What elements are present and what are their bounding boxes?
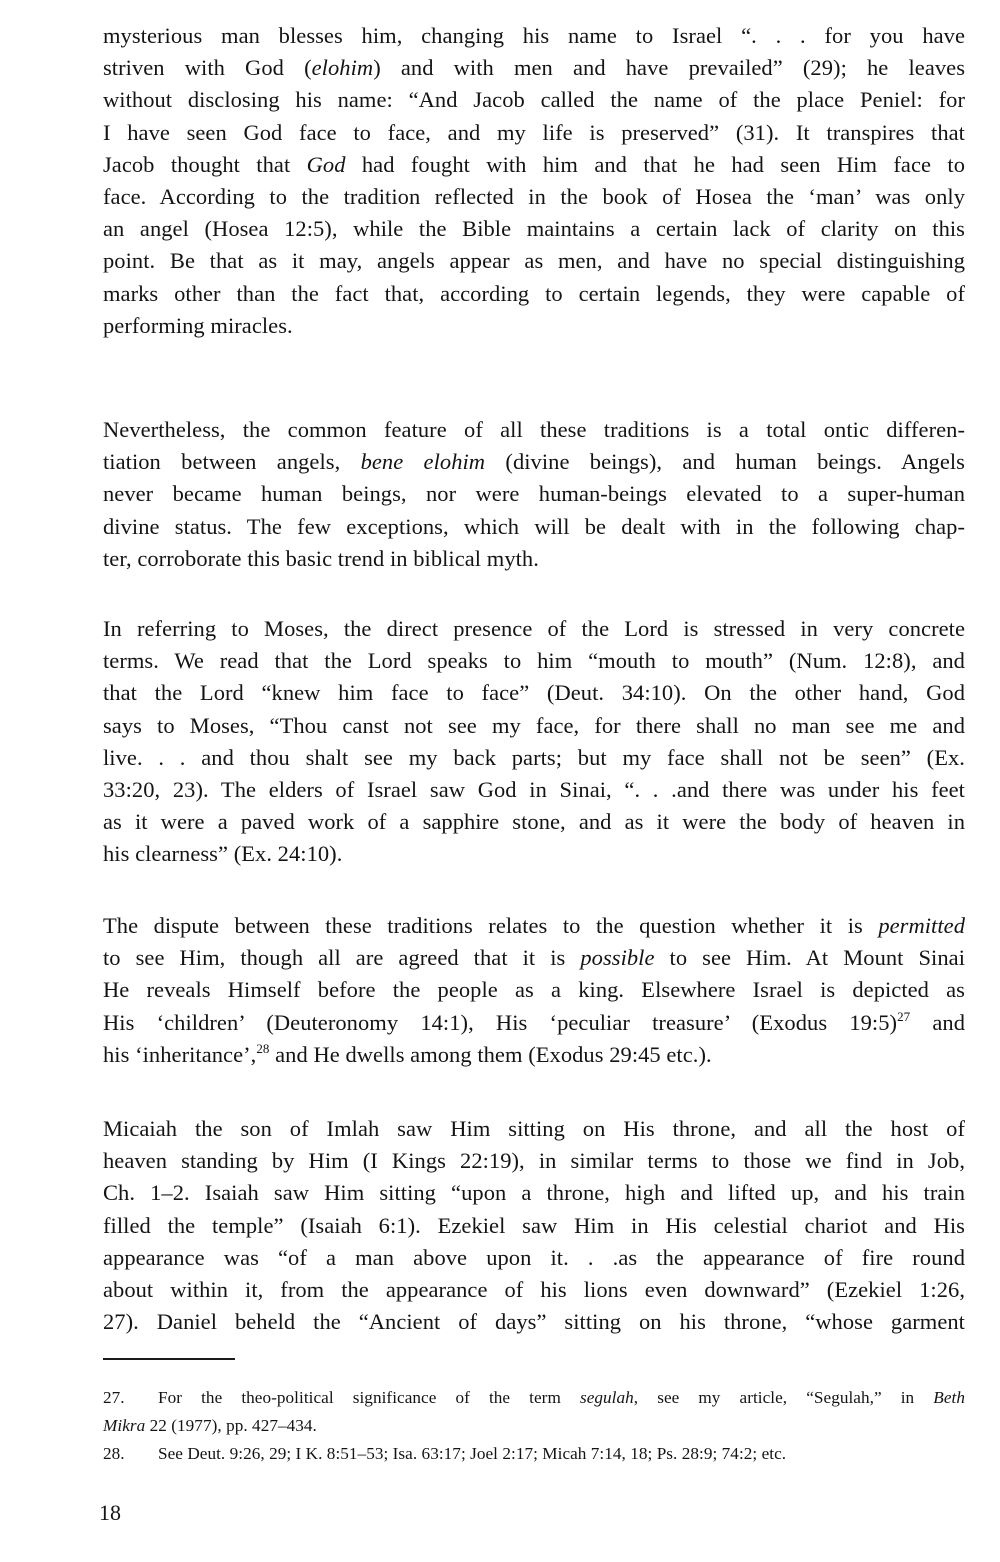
- paragraph-visions: [103, 1113, 965, 1338]
- footnotes: [103, 1384, 965, 1468]
- footnote-separator: [103, 1358, 235, 1360]
- footnote-ref-28[interactable]: 28: [256, 1040, 270, 1056]
- text-line: without disclosing his name: “And Jacob called the name of the place Peniel: for: [103, 87, 965, 113]
- text-line: as it were a paved work of a sapphire stone, and as it were the body of heaven in: [103, 809, 965, 835]
- text-line: an angel (Hosea 12:5), while the Bible maintains a certain lack of clarity on this: [103, 216, 965, 242]
- text-line: about within it, from the appearance of his lions even downward” (Ezekiel 1:26,: [103, 1276, 965, 1302]
- footnote-number: 27.: [103, 1388, 125, 1407]
- footnote-number: 28.: [103, 1444, 125, 1463]
- text-line: that the Lord “knew him face to face” (Deut. 34:10). On the other hand, God: [103, 680, 965, 706]
- italic-term: segulah: [579, 1388, 634, 1407]
- paragraph-jacob-peniel: [103, 20, 965, 342]
- text-line: divine status. The few exceptions, which will be dealt with in the following chap-: [103, 513, 965, 539]
- text-line: Micaiah the son of Imlah saw Him sitting on His throne, and all the host of: [103, 1116, 965, 1141]
- text-line: I have seen God face to face, and my life is preserved” (31). It transpires that: [103, 119, 965, 145]
- footnote-27: 27. For the theo-political significance of the term segulah, see my article, “Segulah,” in Beth: [103, 1384, 965, 1412]
- text-line: Ch. 1–2. Isaiah saw Him sitting “upon a throne, high and lifted up, and his train: [103, 1180, 965, 1206]
- text-line: 27). Daniel beheld the “Ancient of days” sitting on his throne, “whose garment: [103, 1309, 965, 1335]
- italic-term: bene elohim: [360, 449, 486, 475]
- text-line: live. . . and thou shalt see my back parts; but my face shall not be seen” (Ex.: [103, 744, 965, 770]
- footnote-28: 28. See Deut. 9:26, 29; I K. 8:51–53; Isa. 63:17; Joel 2:17; Micah 7:14, 18; Ps. 28:9; 74:2; etc.: [103, 1440, 965, 1468]
- text-line: filled the temple” (Isaiah 6:1). Ezekiel saw Him in His celestial chariot and His: [103, 1212, 965, 1238]
- text-line: face. According to the tradition reflected in the book of Hosea the ‘man’ was only: [103, 183, 965, 209]
- text-line: tiation between angels, bene elohim (divine beings), and human beings. Angels: [103, 449, 965, 475]
- text-line: He reveals Himself before the people as a king. Elsewhere Israel is depicted as: [103, 977, 965, 1003]
- text-line: never became human beings, nor were human-beings elevated to a super-human: [103, 481, 965, 507]
- text-line: The dispute between these traditions relates to the question whether it is permitted: [103, 913, 965, 938]
- text-line: says to Moses, “Thou canst not see my face, for there shall no man see me and: [103, 712, 965, 738]
- text-line: ter, corroborate this basic trend in biblical myth.: [103, 545, 539, 571]
- text-line: 33:20, 23). The elders of Israel saw God in Sinai, “. . .and there was under his feet: [103, 776, 965, 802]
- text-line: striven with God (elohim) and with men and have prevailed” (29); he leaves: [103, 55, 965, 81]
- italic-term: permitted: [878, 913, 965, 938]
- italic-title: Beth: [933, 1388, 965, 1407]
- text-line: to see Him, though all are agreed that it is possible to see Him. At Mount Sinai: [103, 945, 965, 971]
- text-line: His ‘children’ (Deuteronomy 14:1), His ‘peculiar treasure’ (Exodus 19:5)$^{27}$ and: [103, 1008, 965, 1035]
- text-line: heaven standing by Him (I Kings 22:19), in similar terms to those we find in Job,: [103, 1148, 965, 1174]
- text-line: marks other than the fact that, according to certain legends, they were capable of: [103, 280, 965, 306]
- italic-term: elohim: [311, 55, 374, 81]
- text-line: Nevertheless, the common feature of all these traditions is a total ontic differen-: [103, 417, 965, 442]
- italic-term: possible: [580, 945, 655, 971]
- text-line: mysterious man blesses him, changing his name to Israel “. . . for you have: [103, 23, 965, 48]
- footnote-27-cont: Mikra 22 (1977), pp. 427–434.: [103, 1416, 317, 1435]
- italic-term: God: [306, 151, 346, 177]
- text-line: his clearness” (Ex. 24:10).: [103, 841, 343, 867]
- paragraph-ontic-differentiation: [103, 414, 965, 575]
- text-line: appearance was “of a man above upon it. . .as the appearance of fire round: [103, 1244, 965, 1270]
- text-line: point. Be that as it may, angels appear as men, and have no special distinguishing: [103, 248, 965, 274]
- text-line: Jacob thought that God had fought with him and that he had seen Him face to: [103, 151, 965, 177]
- text-line: terms. We read that the Lord speaks to him “mouth to mouth” (Num. 12:8), and: [103, 648, 965, 674]
- italic-title: Mikra: [103, 1416, 146, 1435]
- paragraph-dispute: [103, 910, 965, 1071]
- paragraph-moses: [103, 613, 965, 871]
- footnote-ref-27[interactable]: 27: [897, 1008, 911, 1024]
- text-line: performing miracles.: [103, 312, 293, 338]
- text-line: his ‘inheritance’,$^{28}$ and He dwells among them (Exodus 29:45 etc.).: [103, 1040, 712, 1067]
- page-number: 18: [99, 1500, 121, 1525]
- text-line: In referring to Moses, the direct presence of the Lord is stressed in very concrete: [103, 616, 965, 641]
